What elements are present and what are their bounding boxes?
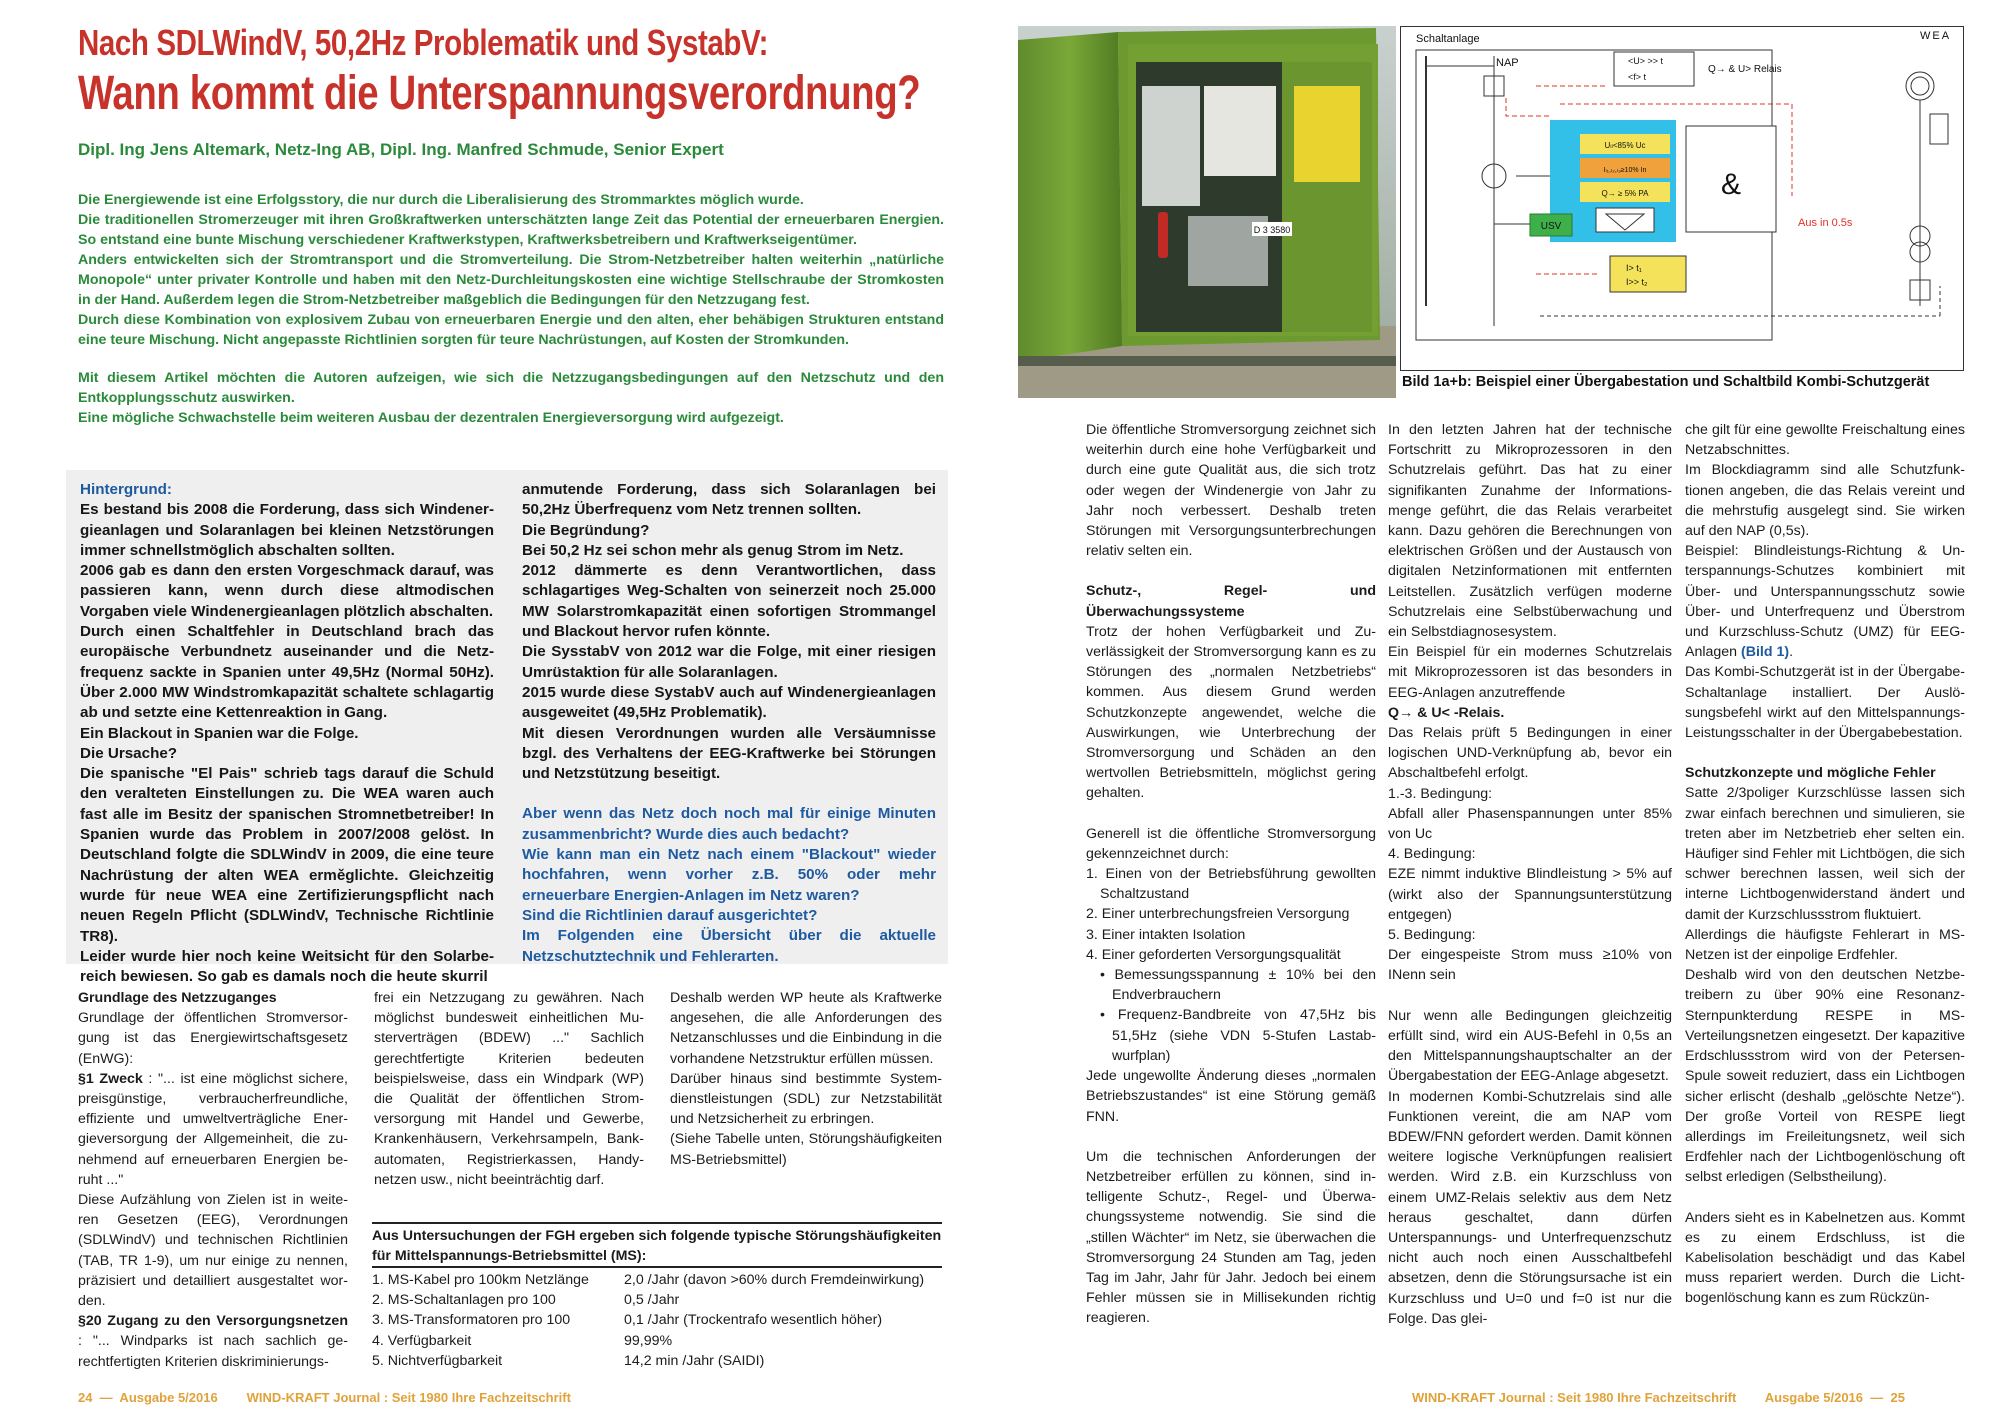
paragraph: (Siehe Tabelle unten, Störungshäufigkeiten MS-Betriebsmittel) xyxy=(670,1131,942,1168)
right-column-3 xyxy=(1685,420,1965,1309)
label-relay-u: <U> >> t xyxy=(1628,56,1664,66)
table-cell: 14,2 min /Jahr (SAIDI) xyxy=(624,1352,765,1369)
relay-name: Q→ & U< -Relais. xyxy=(1388,704,1505,721)
list-item: 1. Einen von der Betriebsführung gewollten Schaltzustand xyxy=(1086,866,1376,903)
table-rule xyxy=(372,1266,942,1268)
sub-list-item: • Frequenz-Bandbreite von 47,5Hz bis 51,5Hz (siehe VDN 5-Stufen Lastabwurfplan) xyxy=(1100,1007,1376,1064)
paragraph: Jede ungewollte Änderung dieses „normalen Betriebszustandes“ ist eine Störung gemäß FNN. xyxy=(1086,1068,1376,1125)
intro-p3: Anders entwickelten sich der Stromtransport und die Stromverteilung. Die Strom-Netzbetreiber halten weiterhin „natürliche Monopole“ unter privater Kontrolle und haben mit den Netz-Durchleitungskosten eine wichtige Stellschraube der Stromkosten in der Hand. Außerdem legen die Strom-Netzbetreiber maßgeblich die Bedingungen für den Netzzugang fest. xyxy=(78,252,944,308)
table-row xyxy=(372,1331,942,1351)
cond-current: Iₗ₁,ₗ₂,ₗ₃≥10% In xyxy=(1603,167,1647,174)
paragraph: 5. Bedingung: xyxy=(1388,927,1476,944)
paragraph: Der eingespeiste Strom muss ≥10% von INenn sein xyxy=(1388,947,1672,984)
headline-line1: Nach SDLWindV, 50,2Hz Problematik und SystabV: xyxy=(78,22,769,63)
intro-p6: Eine mögliche Schwachstelle beim weiteren Ausbau der dezentralen Energieversorgung wird aufgezeigt. xyxy=(78,410,784,426)
paragraph xyxy=(1685,541,1965,662)
footer-right: WIND-KRAFT Journal : Seit 1980 Ihre Fachzeitschrift Ausgabe 5/2016 — 25 xyxy=(1412,1390,1905,1405)
law-text: : "... ist eine möglichst sichere, preisgünstige, verbraucherfreundliche, effiziente und umweltverträgliche Energieversorgung der Allgemeinheit, die zunehmend auf erneuerbaren Energien beruht ..." xyxy=(78,1070,348,1188)
paragraph: Grundlage der öffentlichen Stromversorgung ist das Energiewirtschaftsgesetz (EnWG): xyxy=(78,1010,348,1067)
section-heading: Schutzkonzepte und mögliche Fehler xyxy=(1685,765,1936,782)
left-column-2 xyxy=(374,988,644,1190)
box-text: Die Ursache? xyxy=(80,744,178,762)
cond-reactive: Q→ ≥ 5% PA xyxy=(1601,189,1649,198)
paragraph: Deshalb werden WP heute als Kraftwerke angesehen, die alle Anforderungen des Netzanschlusses und die Einbindung in die vorhandene Netzstruktur erfüllen müssen. xyxy=(670,990,942,1067)
intro-p4: Durch diese Kombination von explosivem Zubau von erneuerbaren Energie und den alten, eher behäbigen Strukturen entstand eine teure Mischung. Nicht angepasste Richtlinien sorgten für teure Nachrüstungen, auf Kosten der Stromkunden. xyxy=(78,312,944,348)
paragraph: In den letzten Jahren hat der technische Fortschritt zu Mikroprozessoren in den Schutzrelais geführt. Das hat zu einer signifikanten Zunahme der Informationsmenge geführt, die das Relais verarbeitet kann. Dazu gehören die Berechnungen von elektrischen Größen und der Austausch von digitalen Netzinformationen mit entfernten Leitstellen. Zusätzlich verfügen moderne Schutzrelais eine Selbstüberwachung und ein Selbstdiagnosesystem. xyxy=(1388,422,1672,641)
paragraph: Im Blockdiagramm sind alle Schutzfunktionen angeben, die das Relais vereint und die mehrstufig ausgelegt sind. Sie wirken auf den NAP (0,5s). xyxy=(1685,462,1965,540)
box-text: Die Begründung? xyxy=(522,521,650,539)
table-row xyxy=(372,1270,942,1290)
paragraph: frei ein Netzzugang zu gewähren. Nach möglichst bundesweit einheitlichen Musterverträgen (BDEW) ..." Sachlich gerechtfertigte Kriterien bedeuten beispielsweise, dass ein Windpark (WP) die Qualität der öffentlichen Stromversorgung mit Handel und Gewerbe, Krankenhäusern, Verkehrsampeln, Bankautomaten, Registrierkassen, Handynetzen usw., nicht beeinträchtig darf. xyxy=(374,990,644,1188)
table-row xyxy=(372,1310,942,1330)
law-label: §1 Zweck xyxy=(78,1070,143,1087)
label-aus: Aus in 0.5s xyxy=(1798,217,1853,229)
left-column-1 xyxy=(78,988,348,1372)
box-text: anmutende Forderung, dass sich Solaranlagen bei 50,2Hz Überfrequenz vom Netz trennen sollten. xyxy=(522,481,936,519)
fault-table xyxy=(372,1270,942,1371)
circuit-diagram-graphic xyxy=(1400,26,1964,398)
paragraph: EZE nimmt induktive Blindleistung > 5% auf (wirkt also der Spannungsunterstützung entgegen) xyxy=(1388,866,1672,923)
table-cell: 2. MS-Schaltanlagen pro 100 xyxy=(372,1292,556,1309)
label-q-relais: Q→ & U> Relais xyxy=(1708,64,1782,75)
section-heading: Grundlage des Netzzuganges xyxy=(78,990,277,1006)
table-cell: 99,99% xyxy=(624,1332,673,1349)
section-heading: Schutz-, Regel- und Überwachungssysteme xyxy=(1086,583,1376,620)
paragraph: Darüber hinaus sind bestimmte Systemdienstleistungen (SDL) zur Netzstabilität und Netzsicherheit zu erbringen. xyxy=(670,1070,942,1128)
box-text: Es bestand bis 2008 die Forderung, dass sich Windenergieanlagen und Solaranlagen bei kleinen Netzstörungen immer schnellstmöglich abschalten sollten. xyxy=(80,501,494,559)
law-text: : "... Windparks ist nach sachlich gerechtfertigten Kriterien diskriminierungs- xyxy=(78,1333,348,1370)
table-cell: 5. Nichtverfügbarkeit xyxy=(372,1352,503,1369)
box-column-1 xyxy=(80,480,494,987)
list-item: 4. Einer geforderten Versorgungsqualität xyxy=(1086,946,1341,963)
table-cell: 2,0 /Jahr (davon >60% durch Fremdeinwirkung) xyxy=(624,1272,925,1288)
table-rule xyxy=(372,1222,942,1224)
box-title: Hintergrund: xyxy=(80,481,172,498)
table-cell: 0,5 /Jahr xyxy=(624,1292,680,1309)
right-column-2 xyxy=(1388,420,1672,1329)
label-usv: USV xyxy=(1540,221,1562,232)
paragraph xyxy=(78,1069,348,1190)
footer-left: 24 — Ausgabe 5/2016 WIND-KRAFT Journal : Seit 1980 Ihre Fachzeitschrift xyxy=(78,1390,571,1405)
sub-list-item: • Bemessungsspannung ± 10% bei den Endverbrauchern xyxy=(1100,967,1376,1004)
label-i2: I>> t₂ xyxy=(1626,277,1648,287)
paragraph: Das Kombi-Schutzgerät ist in der Übergabe-Schaltanlage installiert. Der Auslösungsbefehl wirkt auf den Mittelspannungs-Leistungsschalter in der Übergabebestation. xyxy=(1685,664,1965,742)
figure-ref: (Bild 1) xyxy=(1741,644,1790,661)
paragraph: Das Relais prüft 5 Bedingungen in einer logischen UND-Verknüpfung ab, bevor ein Abschaltbefehl erfolgt. xyxy=(1388,725,1672,782)
substation-photo-graphic xyxy=(1018,26,1396,398)
label-relay-f: <f> t xyxy=(1628,72,1647,82)
law-label: §20 Zugang zu den Versorgungsnetzen xyxy=(78,1313,348,1330)
box-text: 2012 dämmerte es denn Verantwortlichen, dass schlagartiges Weg-Schalten von seinerzeit noch 25.000 MW Solarstromkapazität einen sofortigen Strommangel und Blackout hervor rufen könnte. xyxy=(522,562,936,641)
intro-p2: Die traditionellen Stromerzeuger mit ihren Großkraftwerken unterschätzten lange Zeit das Potential der erneuerbaren Energien. So entstand eine bunte Mischung verschiedener Kraftwerkstypen, Kraftwerksbetreibern und Kraftwerkseigentümer. xyxy=(78,212,944,248)
paragraph: Deshalb wird von den deutschen Netzbetreibern zu über 90% eine Resonanz-Sternpunkterdung RESPE in MS-Verteilungsnetzen eingesetzt. Der kapazitive Erdschlussstrom wird von der Petersen-Spule soweit reduziert, dass ein Lichtbogen sicher erlischt (deshalb „gelöschte Netze“). Der große Vorteil von RESPE liegt allerdings im Freileitungsnetz, weil sich Erdfehler nach der Lichtbogenlöschung oft selbst erledigen (Selbstheilung). xyxy=(1685,967,1965,1186)
table-row xyxy=(372,1290,942,1310)
cond-voltage: Uₗₗ<85% Uc xyxy=(1604,141,1646,150)
box-question: Sind die Richtlinien darauf ausgerichtet? xyxy=(522,906,818,924)
intro-p5: Mit diesem Artikel möchten die Autoren aufzeigen, wie sich die Netzzugangsbedingungen auf den Netzschutz und den Entkopplungsschutz auswirken. xyxy=(78,370,944,406)
paragraph xyxy=(78,1311,348,1372)
box-text: Ein Blackout in Spanien war die Folge. xyxy=(80,724,359,742)
paragraph: Die öffentliche Stromversorgung zeichnet sich weiterhin durch eine hohe Verfügbarkeit und durch eine gute Qualität aus, die sich trotz oder wegen der Windenergie von Jahr zu Jahr noch verbessert. Deshalb treten Störungen mit Versorgungsunterbrechungen relativ selten ein. xyxy=(1086,422,1376,560)
left-column-3 xyxy=(670,988,942,1170)
figure-caption: Bild 1a+b: Beispiel einer Übergabestation und Schaltbild Kombi-Schutzgerät xyxy=(1402,374,1930,390)
label-nap: NAP xyxy=(1496,57,1519,69)
text-run: . xyxy=(1789,644,1794,661)
paragraph: Ein Beispiel für ein modernes Schutzrelais mit Mikroprozessoren ist das besonders in EEG-Anlagen anzutreffende xyxy=(1388,644,1672,701)
paragraph: Um die technischen Anforderungen der Netzbetreiber erfüllen zu können, sind intelligente Schutz-, Regel- und Überwachungssysteme notwendig. Sie sind die „stillen Wächter“ im Netz, sie überwachen die Stromversorgung 24 Stunden am Tag, jeden Tag im Jahr, Jahr für Jahr. Jedoch bei einem Fehler müssen sie in Millisekunden richtig reagieren. xyxy=(1086,1148,1376,1327)
table-cell: 3. MS-Transformatoren pro 100 xyxy=(372,1312,571,1329)
box-question: Aber wenn das Netz doch noch mal für einige Minuten zusammenbricht? Wurde dies auch bedacht? xyxy=(522,805,936,843)
paragraph: 4. Bedingung: xyxy=(1388,846,1476,863)
box-question: Im Folgenden eine Übersicht über die aktuelle Netzschutztechnik und Fehlerarten. xyxy=(522,927,936,965)
box-text: Bei 50,2 Hz sei schon mehr als genug Strom im Netz. xyxy=(522,541,904,559)
box-text: Die spanische "El Pais" schrieb tags darauf die Schuld den veralteten Einstellungen zu. Die WEA waren auch fast alle im Besitz der spanischen Stromnetbetreiber! In Spanien wurde das Problem in 2007/2008 gelöst. In Deutschland folgte die SDLWindV in 2009, die eine teure Nachrüstung der alten WEA erměglichte. Gleichzeitig wurde für neue WEA eine Zertifizierungspflicht nach neuen Regeln Pflicht (SDLWindV, Technische Richtlinie TR8). xyxy=(80,765,494,945)
label-schaltanlage: Schaltanlage xyxy=(1416,33,1480,45)
label-i1: I> t₁ xyxy=(1626,263,1642,273)
box-question: Wie kann man ein Netz nach einem "Blackout" wieder hochfahren, wenn vorher z.B. 50% oder mehr erneuerbare Energien-Anlagen im Netz waren? xyxy=(522,846,936,904)
box-text: Leider wurde hier noch keine Weitsicht für den Solarbereich bewiesen. So gab es damals noch die heute skurril xyxy=(80,947,494,986)
authors: Dipl. Ing Jens Altemark, Netz-Ing AB, Dipl. Ing. Manfred Schmude, Senior Expert xyxy=(78,140,724,159)
paragraph: Satte 2/3poliger Kurzschlüsse lassen sich zwar einfach berechnen und simulieren, sie treten aber im Netzbetrieb eher selten ein. Häufiger sind Fehler mit Lichtbögen, die sich schwer berechnen lassen, weil sich der interne Lichtbogenwiderstand ändert und damit der Kurzschlussstrom fluktuiert. xyxy=(1685,785,1965,923)
and-gate: & xyxy=(1720,168,1742,201)
paragraph: Abfall aller Phasenspannungen unter 85% von Uc xyxy=(1388,805,1672,843)
box-text: Die SysstabV von 2012 war die Folge, mit einer riesigen Umrüstaktion für alle Solaranlagen. xyxy=(522,643,936,681)
intro xyxy=(78,190,944,428)
paragraph: Trotz der hohen Verfügbarkeit und Zuverlässigkeit der Stromversorgung kann es zu Störungen des „normalen Netzbetriebs“ kommen. Aus diesem Grund werden Schutzkonzepte angewendet, welche die Auswirkungen, wie Unterbrechung der Stromversorgung und Schäden an den wertvollen Betriebsmitteln, möglichst gering gehalten. xyxy=(1086,623,1376,802)
paragraph: In modernen Kombi-Schutzrelais sind alle Funktionen vereint, die am NAP vom BDEW/FNN gefordert werden. Damit können weitere logische Verknüpfungen realisiert werden. Wird z.B. ein Kurzschluss von einem UMZ-Relais selektiv aus dem Netz heraus geschaltet, dann dürfen Unterspannungs- und Unterfrequenzschutz nicht auch noch einen Ausschaltbefehl absetzen, denn die Störungsursache ist ein Kurzschluss und U=0 und f=0 ist nur die Folge. Das glei- xyxy=(1388,1088,1672,1327)
table-title: Aus Untersuchungen der FGH ergeben sich folgende typische Störungshäufigkeiten für Mittelspannungs-Betriebsmittel (MS): xyxy=(372,1228,942,1264)
box-text: Durch einen Schaltfehler in Deutschland brach das europäische Verbundnetz auseinander und die Netzfrequenz sackte in Spanien unter 49,5Hz (Normal 50Hz). Über 2.000 MW Windstromkapazität schaltete schlagartig ab und setzte eine Kettenreaktion in Gang. xyxy=(80,623,494,722)
right-column-1 xyxy=(1086,420,1376,1329)
table-cell: 0,1 /Jahr (Trockentrafo wesentlich höher) xyxy=(624,1312,883,1329)
table-cell: 1. MS-Kabel pro 100km Netzlänge xyxy=(372,1272,589,1288)
circuit-diagram xyxy=(1400,26,1964,398)
box-text: Mit diesen Verordnungen wurden alle Versäumnisse bzgl. des Verhaltens der EEG-Kraftwerke bei Störungen und Netzstützung beseitigt. xyxy=(522,724,936,783)
paragraph: 1.-3. Bedingung: xyxy=(1388,785,1493,802)
intro-p1: Die Energiewende ist eine Erfolgsstory, die nur durch die Liberalisierung des Strommarktes möglich wurde. xyxy=(78,192,804,208)
table-cell: 4. Verfügbarkeit xyxy=(372,1332,472,1349)
paragraph: Nur wenn alle Bedingungen gleichzeitig erfüllt sind, wird ein AUS-Befehl in 0,5s an den Mittelspannungshauptschalter an der Übergabestation der EEG-Anlage abgesetzt. xyxy=(1388,1007,1672,1085)
label-wea: WEA xyxy=(1920,30,1952,42)
table-row xyxy=(372,1351,942,1371)
box-text: 2006 gab es dann den ersten Vorgeschmack darauf, was passieren kann, wenn durch diese altmodischen Vorgaben viele Windenergieanlagen plötzlich abschalten. xyxy=(80,562,494,620)
box-text: 2015 wurde diese SystabV auch auf Windenergieanlagen ausgeweitet (49,5Hz Problematik). xyxy=(522,683,936,722)
paragraph: Allerdings die häufigste Fehlerart in MS-Netzen ist der einpolige Erdfehler. xyxy=(1685,926,1965,964)
substation-photo xyxy=(1018,26,1396,398)
box-column-2 xyxy=(522,480,936,967)
text-run: Beispiel: Blindleistungs-Richtung & Unterspannungs-Schutzes kombiniert mit Über- und Unterspannungsschutz sowie Über- und Unterfrequenz und Überstrom und Kurzschluss-Schutz (UMZ) für EEG-Anlagen xyxy=(1685,543,1965,661)
paragraph: Anders sieht es in Kabelnetzen aus. Kommt es zu einem Erdschluss, ist die Kabelisolation beschädigt und das Kabel muss repariert werden. Durch die Lichtbogenlöschung kann es zum Rückzün- xyxy=(1685,1209,1965,1307)
headline-line2: Wann kommt die Unterspannungsverordnung? xyxy=(78,67,921,120)
list-item: 3. Einer intakten Isolation xyxy=(1086,926,1246,943)
station-label: D 3 3580 xyxy=(1253,225,1291,235)
paragraph: Generell ist die öffentliche Stromversorgung gekennzeichnet durch: xyxy=(1086,825,1376,862)
paragraph: che gilt für eine gewollte Freischaltung eines Netzabschnittes. xyxy=(1685,422,1965,459)
list-item: 2. Einer unterbrechungsfreien Versorgung xyxy=(1086,906,1350,923)
paragraph: Diese Aufzählung von Zielen ist in weiteren Gesetzen (EEG), Verordnungen (SDLWindV) und technischen Richtlinien (TAB, TR 1-9), um nur einige zu nennen, präzisiert und detailliert ausgestaltet worden. xyxy=(78,1192,348,1310)
